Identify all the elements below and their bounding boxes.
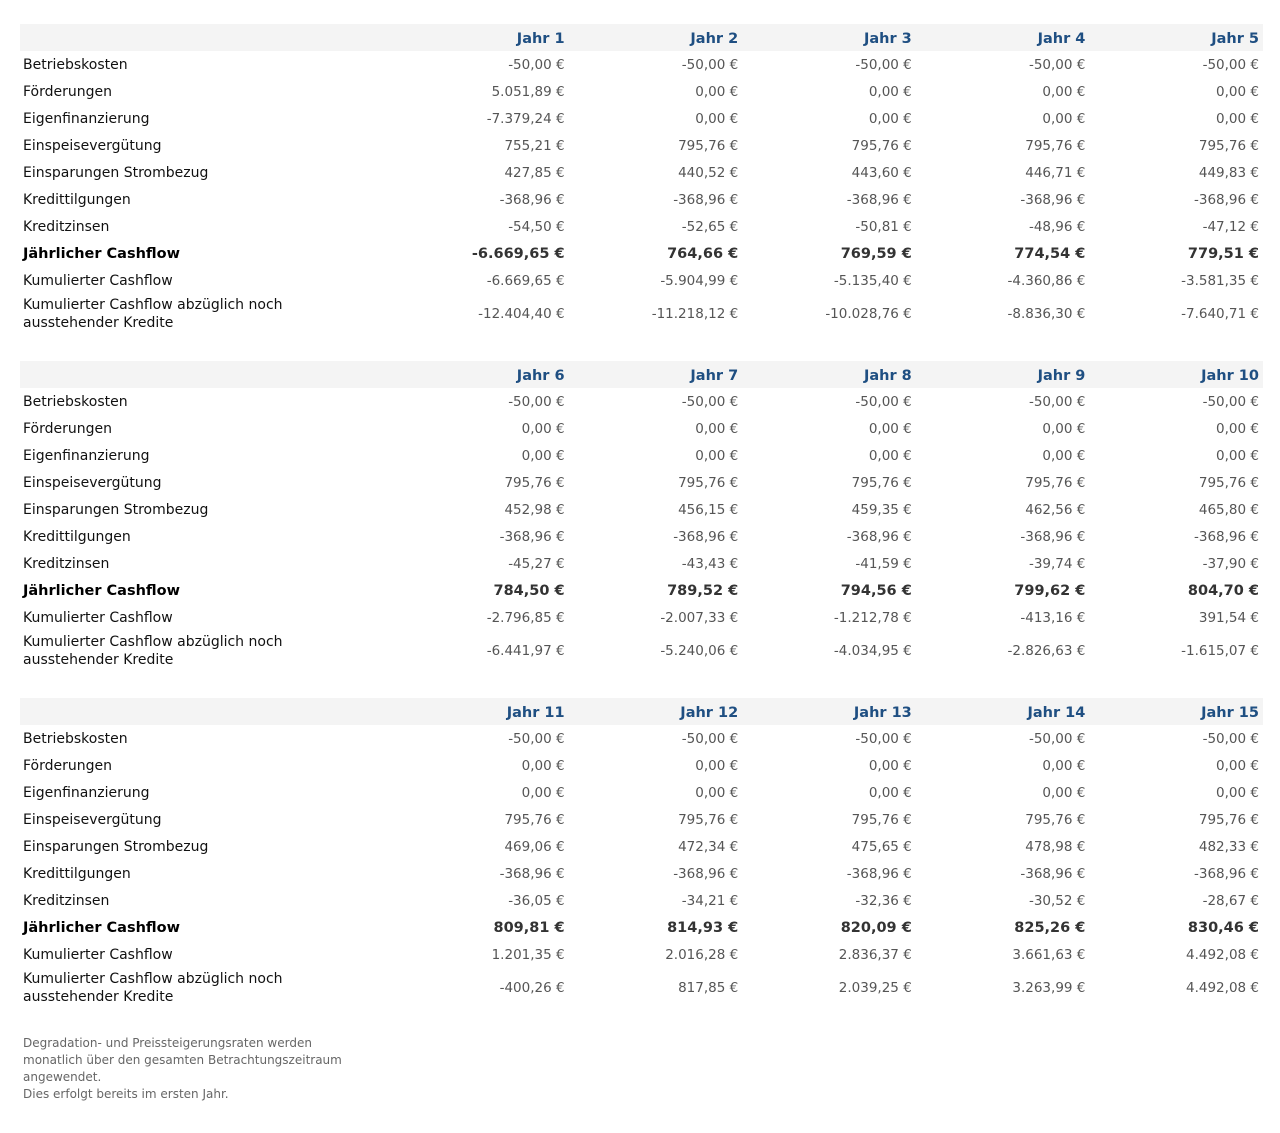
value-cell: -50,00 € <box>508 393 565 410</box>
value-cell: 0,00 € <box>1216 110 1259 127</box>
row-kreditzinsen <box>20 887 1263 914</box>
value-cell: 795,76 € <box>678 811 739 828</box>
row-einspeiseverguetung <box>20 132 1263 159</box>
year-header: Jahr 8 <box>863 367 912 384</box>
value-cell: -47,12 € <box>1202 218 1259 235</box>
row-label: Kumulierter Cashflow <box>23 272 173 289</box>
row-kumulierter-cashflow <box>20 267 1263 294</box>
value-cell: -6.669,65 € <box>486 272 565 289</box>
value-cell: 784,50 € <box>493 582 565 599</box>
value-cell: 830,46 € <box>1187 919 1259 936</box>
value-cell: -2.796,85 € <box>486 609 565 626</box>
footnote <box>20 1035 363 1103</box>
value-cell: -50,00 € <box>681 56 739 73</box>
value-cell: -368,96 € <box>846 865 912 882</box>
row-label: Betriebskosten <box>23 56 128 73</box>
row-jaehrlicher-cashflow <box>20 240 1263 267</box>
row-kumulierter-abzueglich <box>20 968 1263 1008</box>
value-cell: -368,96 € <box>846 191 912 208</box>
value-cell: 779,51 € <box>1187 245 1259 262</box>
value-cell: -7.379,24 € <box>486 110 565 127</box>
value-cell: 0,00 € <box>1042 420 1086 437</box>
value-cell: 769,59 € <box>840 245 912 262</box>
row-foerderungen <box>20 78 1263 105</box>
row-label: Kredittilgungen <box>23 528 131 545</box>
value-cell: -50,00 € <box>1028 56 1086 73</box>
value-cell: 795,76 € <box>851 811 912 828</box>
year-header: Jahr 5 <box>1211 30 1259 47</box>
header-blank-cell <box>20 361 395 388</box>
year-header: Jahr 9 <box>1037 367 1086 384</box>
cashflow-table-years-6-10 <box>20 361 1263 671</box>
value-cell: 5.051,89 € <box>491 83 565 100</box>
row-kumulierter-cashflow <box>20 941 1263 968</box>
year-header: Jahr 15 <box>1201 704 1259 721</box>
year-header: Jahr 11 <box>506 704 565 721</box>
value-cell: 825,26 € <box>1014 919 1086 936</box>
row-label: Betriebskosten <box>23 393 128 410</box>
row-kredittilgungen <box>20 186 1263 213</box>
value-cell: -48,96 € <box>1028 218 1086 235</box>
value-cell: -8.836,30 € <box>1007 306 1086 322</box>
value-cell: 459,35 € <box>851 501 912 518</box>
value-cell: 0,00 € <box>868 757 912 774</box>
value-cell: 795,76 € <box>1198 811 1259 828</box>
value-cell: 0,00 € <box>1042 757 1086 774</box>
value-cell: 795,76 € <box>678 474 739 491</box>
value-cell: -50,00 € <box>681 730 739 747</box>
value-cell: -34,21 € <box>681 892 739 909</box>
value-cell: -36,05 € <box>508 892 565 909</box>
row-kreditzinsen <box>20 213 1263 240</box>
value-cell: 0,00 € <box>695 784 739 801</box>
value-cell: 440,52 € <box>678 164 739 181</box>
year-header: Jahr 10 <box>1201 367 1259 384</box>
header-blank-cell <box>20 24 395 51</box>
year-header: Jahr 2 <box>690 30 739 47</box>
value-cell: 795,76 € <box>1025 811 1086 828</box>
row-label: Eigenfinanzierung <box>23 110 150 127</box>
value-cell: -50,00 € <box>1202 56 1259 73</box>
value-cell: -50,00 € <box>1202 730 1259 747</box>
value-cell: -4.360,86 € <box>1007 272 1086 289</box>
table-header-row <box>20 698 1263 725</box>
value-cell: 799,62 € <box>1014 582 1086 599</box>
value-cell: 795,76 € <box>1198 137 1259 154</box>
value-cell: 456,15 € <box>678 501 739 518</box>
cashflow-table-years-11-15 <box>20 698 1263 1008</box>
value-cell: 795,76 € <box>1025 474 1086 491</box>
value-cell: -37,90 € <box>1202 555 1259 572</box>
value-cell: -368,96 € <box>673 865 739 882</box>
value-cell: 1.201,35 € <box>491 946 565 963</box>
value-cell: 764,66 € <box>667 245 739 262</box>
value-cell: 449,83 € <box>1198 164 1259 181</box>
value-cell: 482,33 € <box>1198 838 1259 855</box>
row-label: Kumulierter Cashflow <box>23 946 173 963</box>
row-label: Kreditzinsen <box>23 892 110 909</box>
value-cell: -400,26 € <box>499 980 565 996</box>
row-label: Einsparungen Strombezug <box>23 501 209 518</box>
row-label: Einsparungen Strombezug <box>23 838 209 855</box>
year-header: Jahr 14 <box>1027 704 1086 721</box>
value-cell: 0,00 € <box>1216 757 1259 774</box>
table-header-row <box>20 361 1263 388</box>
value-cell: -50,00 € <box>681 393 739 410</box>
value-cell: -50,00 € <box>855 730 912 747</box>
row-einspeiseverguetung <box>20 469 1263 496</box>
year-header: Jahr 7 <box>690 367 739 384</box>
value-cell: 0,00 € <box>868 784 912 801</box>
value-cell: 2.016,28 € <box>665 946 739 963</box>
row-betriebskosten <box>20 51 1263 78</box>
value-cell: 795,76 € <box>1198 474 1259 491</box>
value-cell: 0,00 € <box>868 83 912 100</box>
value-cell: 0,00 € <box>521 447 565 464</box>
value-cell: 0,00 € <box>1042 83 1086 100</box>
value-cell: 820,09 € <box>840 919 912 936</box>
value-cell: 462,56 € <box>1025 501 1086 518</box>
row-foerderungen <box>20 415 1263 442</box>
value-cell: 789,52 € <box>667 582 739 599</box>
value-cell: -368,96 € <box>499 865 565 882</box>
row-eigenfinanzierung <box>20 442 1263 469</box>
value-cell: -52,65 € <box>681 218 739 235</box>
value-cell: 0,00 € <box>868 110 912 127</box>
value-cell: -32,36 € <box>855 892 912 909</box>
value-cell: 443,60 € <box>851 164 912 181</box>
value-cell: 0,00 € <box>695 420 739 437</box>
row-eigenfinanzierung <box>20 779 1263 806</box>
cashflow-table-years-1-5 <box>20 24 1263 334</box>
row-kredittilgungen <box>20 860 1263 887</box>
value-cell: 0,00 € <box>695 110 739 127</box>
value-cell: 795,76 € <box>851 137 912 154</box>
value-cell: -5.135,40 € <box>833 272 912 289</box>
value-cell: -6.441,97 € <box>486 643 565 659</box>
value-cell: 0,00 € <box>521 757 565 774</box>
value-cell: -5.904,99 € <box>660 272 739 289</box>
value-cell: -11.218,12 € <box>651 306 739 322</box>
value-cell: 0,00 € <box>695 757 739 774</box>
value-cell: -6.669,65 € <box>471 245 565 262</box>
value-cell: 427,85 € <box>504 164 565 181</box>
row-label: Kreditzinsen <box>23 218 110 235</box>
value-cell: 0,00 € <box>1216 784 1259 801</box>
value-cell: 475,65 € <box>851 838 912 855</box>
row-label: Jährlicher Cashflow <box>23 582 181 599</box>
row-label: Einspeisevergütung <box>23 474 162 491</box>
value-cell: -50,81 € <box>855 218 912 235</box>
row-label: Kumulierter Cashflow abzüglich noch ausstehender Kredite <box>23 971 283 1005</box>
value-cell: -368,96 € <box>1194 528 1259 545</box>
value-cell: 817,85 € <box>678 980 739 996</box>
value-cell: 755,21 € <box>504 137 565 154</box>
value-cell: -54,50 € <box>508 218 565 235</box>
row-betriebskosten <box>20 725 1263 752</box>
value-cell: -368,96 € <box>1020 865 1086 882</box>
value-cell: -50,00 € <box>855 393 912 410</box>
value-cell: -368,96 € <box>1194 191 1259 208</box>
value-cell: 794,56 € <box>840 582 912 599</box>
value-cell: 809,81 € <box>493 919 565 936</box>
row-einsparungen <box>20 833 1263 860</box>
value-cell: -368,96 € <box>1020 528 1086 545</box>
row-betriebskosten <box>20 388 1263 415</box>
row-kredittilgungen <box>20 523 1263 550</box>
value-cell: 795,76 € <box>851 474 912 491</box>
row-kumulierter-abzueglich <box>20 631 1263 671</box>
value-cell: 795,76 € <box>1025 137 1086 154</box>
value-cell: 0,00 € <box>868 447 912 464</box>
table-header-row <box>20 24 1263 51</box>
value-cell: 774,54 € <box>1014 245 1086 262</box>
row-label: Kreditzinsen <box>23 555 110 572</box>
value-cell: 2.039,25 € <box>838 980 912 996</box>
value-cell: -41,59 € <box>855 555 912 572</box>
value-cell: -368,96 € <box>673 528 739 545</box>
value-cell: -43,43 € <box>681 555 739 572</box>
value-cell: -50,00 € <box>508 730 565 747</box>
row-label: Förderungen <box>23 420 113 437</box>
value-cell: 0,00 € <box>695 83 739 100</box>
value-cell: -50,00 € <box>1202 393 1259 410</box>
value-cell: 795,76 € <box>504 474 565 491</box>
footnote-line: Degradation- und Preissteigerungsraten werden monatlich über den gesamten Betrachtungszeitraum angewendet. <box>23 1036 342 1084</box>
row-label: Einspeisevergütung <box>23 811 162 828</box>
value-cell: 795,76 € <box>504 811 565 828</box>
value-cell: 804,70 € <box>1187 582 1259 599</box>
value-cell: -4.034,95 € <box>833 643 912 659</box>
value-cell: 0,00 € <box>521 420 565 437</box>
row-label: Kumulierter Cashflow abzüglich noch ausstehender Kredite <box>23 297 283 331</box>
value-cell: -10.028,76 € <box>825 306 912 322</box>
value-cell: 0,00 € <box>1216 420 1259 437</box>
value-cell: -368,96 € <box>499 528 565 545</box>
value-cell: 469,06 € <box>504 838 565 855</box>
value-cell: 4.492,08 € <box>1186 946 1259 963</box>
value-cell: -3.581,35 € <box>1181 272 1259 289</box>
value-cell: -7.640,71 € <box>1181 306 1259 322</box>
value-cell: -28,67 € <box>1202 892 1259 909</box>
value-cell: -368,96 € <box>1194 865 1259 882</box>
row-foerderungen <box>20 752 1263 779</box>
value-cell: -368,96 € <box>1020 191 1086 208</box>
row-label: Jährlicher Cashflow <box>23 245 181 262</box>
value-cell: 2.836,37 € <box>838 946 912 963</box>
row-label: Eigenfinanzierung <box>23 447 150 464</box>
value-cell: 0,00 € <box>521 784 565 801</box>
value-cell: -368,96 € <box>499 191 565 208</box>
value-cell: -368,96 € <box>673 191 739 208</box>
value-cell: 0,00 € <box>695 447 739 464</box>
value-cell: 3.263,99 € <box>1012 980 1086 996</box>
value-cell: 0,00 € <box>1042 784 1086 801</box>
row-label: Kumulierter Cashflow <box>23 609 173 626</box>
value-cell: -2.826,63 € <box>1007 643 1086 659</box>
value-cell: -50,00 € <box>1028 730 1086 747</box>
value-cell: 0,00 € <box>1042 447 1086 464</box>
header-blank-cell <box>20 698 395 725</box>
footnote-line: Dies erfolgt bereits im ersten Jahr. <box>23 1087 229 1101</box>
row-label: Jährlicher Cashflow <box>23 919 181 936</box>
cashflow-report <box>20 24 1263 1103</box>
value-cell: 0,00 € <box>1216 83 1259 100</box>
value-cell: 4.492,08 € <box>1186 980 1259 996</box>
value-cell: -2.007,33 € <box>660 609 739 626</box>
year-header: Jahr 13 <box>853 704 912 721</box>
year-header: Jahr 1 <box>516 30 565 47</box>
value-cell: -45,27 € <box>508 555 565 572</box>
row-kumulierter-cashflow <box>20 604 1263 631</box>
row-kumulierter-abzueglich <box>20 294 1263 334</box>
value-cell: -1.615,07 € <box>1181 643 1259 659</box>
value-cell: 472,34 € <box>678 838 739 855</box>
row-label: Betriebskosten <box>23 730 128 747</box>
row-kreditzinsen <box>20 550 1263 577</box>
value-cell: 0,00 € <box>868 420 912 437</box>
row-label: Einspeisevergütung <box>23 137 162 154</box>
value-cell: -30,52 € <box>1028 892 1086 909</box>
value-cell: 0,00 € <box>1216 447 1259 464</box>
value-cell: -12.404,40 € <box>478 306 565 322</box>
value-cell: 0,00 € <box>1042 110 1086 127</box>
row-label: Einsparungen Strombezug <box>23 164 209 181</box>
year-header: Jahr 12 <box>680 704 739 721</box>
value-cell: 814,93 € <box>667 919 739 936</box>
value-cell: -5.240,06 € <box>660 643 739 659</box>
value-cell: 452,98 € <box>504 501 565 518</box>
value-cell: 478,98 € <box>1025 838 1086 855</box>
row-label: Kumulierter Cashflow abzüglich noch ausstehender Kredite <box>23 634 283 668</box>
row-jaehrlicher-cashflow <box>20 577 1263 604</box>
row-label: Förderungen <box>23 757 113 774</box>
row-label: Kredittilgungen <box>23 865 131 882</box>
value-cell: 795,76 € <box>678 137 739 154</box>
row-label: Förderungen <box>23 83 113 100</box>
value-cell: -413,16 € <box>1020 609 1086 626</box>
row-jaehrlicher-cashflow <box>20 914 1263 941</box>
year-header: Jahr 6 <box>516 367 565 384</box>
row-einspeiseverguetung <box>20 806 1263 833</box>
row-label: Eigenfinanzierung <box>23 784 150 801</box>
year-header: Jahr 3 <box>863 30 912 47</box>
value-cell: -50,00 € <box>508 56 565 73</box>
value-cell: -368,96 € <box>846 528 912 545</box>
value-cell: -1.212,78 € <box>833 609 912 626</box>
value-cell: -39,74 € <box>1028 555 1086 572</box>
value-cell: 3.661,63 € <box>1012 946 1086 963</box>
value-cell: 446,71 € <box>1025 164 1086 181</box>
row-label: Kredittilgungen <box>23 191 131 208</box>
row-einsparungen <box>20 159 1263 186</box>
value-cell: -50,00 € <box>1028 393 1086 410</box>
year-header: Jahr 4 <box>1037 30 1086 47</box>
row-einsparungen <box>20 496 1263 523</box>
value-cell: -50,00 € <box>855 56 912 73</box>
row-eigenfinanzierung <box>20 105 1263 132</box>
value-cell: 465,80 € <box>1198 501 1259 518</box>
value-cell: 391,54 € <box>1198 609 1259 626</box>
